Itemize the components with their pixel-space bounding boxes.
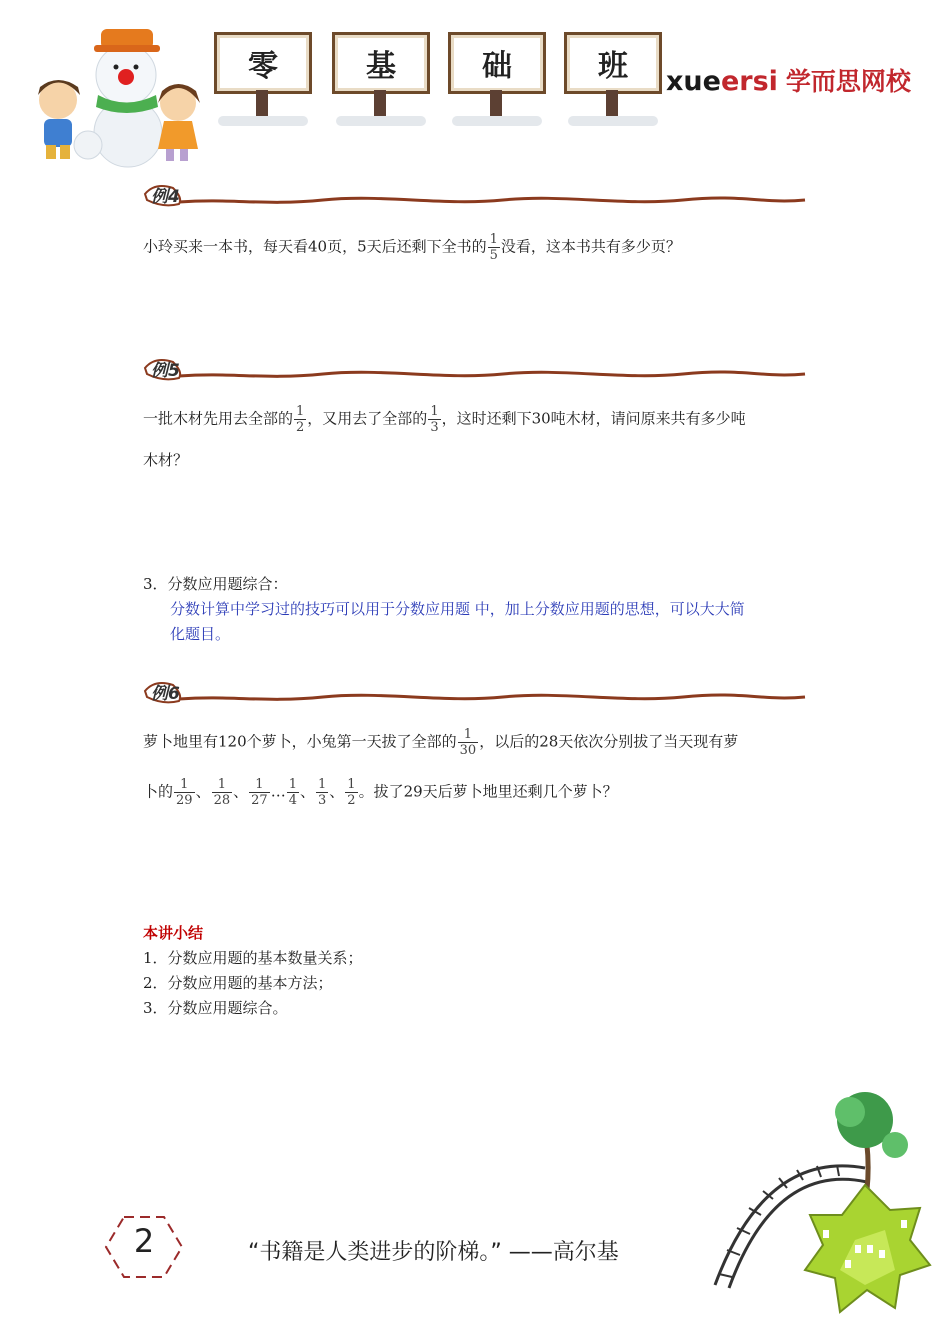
separator: 、 [233,782,249,801]
example-5-text [143,404,808,435]
example-6-text [143,727,808,758]
snow-ground [452,116,542,126]
snow-ground [568,116,658,126]
header-sign-3: 础 [448,32,546,94]
text: 小玲买来一本书，每天看40页，5天后还剩下全书的 [143,237,487,256]
ellipsis: … [270,782,286,801]
summary-item: 1．分数应用题的基本数量关系； [143,949,363,967]
fraction: $\frac{1}{3}$ [430,404,439,435]
page-number-badge [104,1214,184,1280]
fraction: $\frac{1}{30}$ [459,727,477,758]
header-sign-4: 班 [564,32,662,94]
footer-quote: “书籍是人类进步的阶梯。” ——高尔基 [248,1240,619,1265]
example-tag: 例5 [151,361,180,381]
fraction: $\frac{1}{2}$ [296,404,305,435]
fraction: $\frac{1}{4}$ [288,777,297,808]
section-3-note-line1: 分数计算中学习过的技巧可以用于分数应用题 中，加上分数应用题的思想，可以大大简 [170,600,745,618]
wavy-divider [143,178,808,208]
text: 没看，这本书共有多少页？ [500,237,681,256]
text: ，以后的28天依次分别拔了当天现有萝 [479,732,739,751]
fraction: $\frac{1}{2}$ [347,777,356,808]
summary-item: 2．分数应用题的基本方法； [143,974,333,992]
example-5-text-line2: 木材？ [143,451,189,469]
text: 。拔了29天后萝卜地里还剩几个萝卜？ [358,782,618,801]
text: 卜的 [143,782,174,801]
fraction: $\frac{1}{28}$ [213,777,231,808]
brand-cn: 学而思网校 [785,67,911,96]
summary-item: 3．分数应用题综合。 [143,999,288,1017]
header-sign-1: 零 [214,32,312,94]
example-6-heading [143,675,808,705]
wavy-divider [143,675,808,705]
example-4-text [143,232,808,263]
summary-title: 本讲小结 [143,924,204,942]
fraction: $\frac{1}{29}$ [176,777,193,808]
example-6-text-line2 [143,777,808,808]
text: ，这时还剩下30吨木材，请问原来共有多少吨 [441,409,746,428]
section-3-note-line2: 化题目。 [170,625,231,643]
example-4-heading [143,178,808,208]
text: ，又用去了全部的 [307,409,428,428]
brand-en-b: ersi [720,66,778,97]
fraction: $\frac{1}{5}$ [489,232,498,263]
text: 一批木材先用去全部的 [143,409,294,428]
header-sign-2: 基 [332,32,430,94]
example-tag: 例6 [151,684,180,704]
separator: 、 [299,782,315,801]
brand-en-a: xue [666,66,721,97]
snow-ground [336,116,426,126]
separator: 、 [195,782,211,801]
separator: 、 [329,782,345,801]
text: 萝卜地里有120个萝卜，小兔第一天拔了全部的 [143,732,457,751]
example-tag: 例4 [151,187,180,207]
brand-logo [666,62,911,98]
snow-ground [218,116,308,126]
tree-illustration [705,1090,935,1340]
wavy-divider [143,352,808,382]
page-number: 2 [133,1222,155,1260]
fraction: $\frac{1}{27}$ [251,777,268,808]
header-illustration [18,15,213,170]
fraction: $\frac{1}{3}$ [317,777,327,808]
example-5-heading [143,352,808,382]
section-3-title: 3．分数应用题综合： [143,575,288,593]
